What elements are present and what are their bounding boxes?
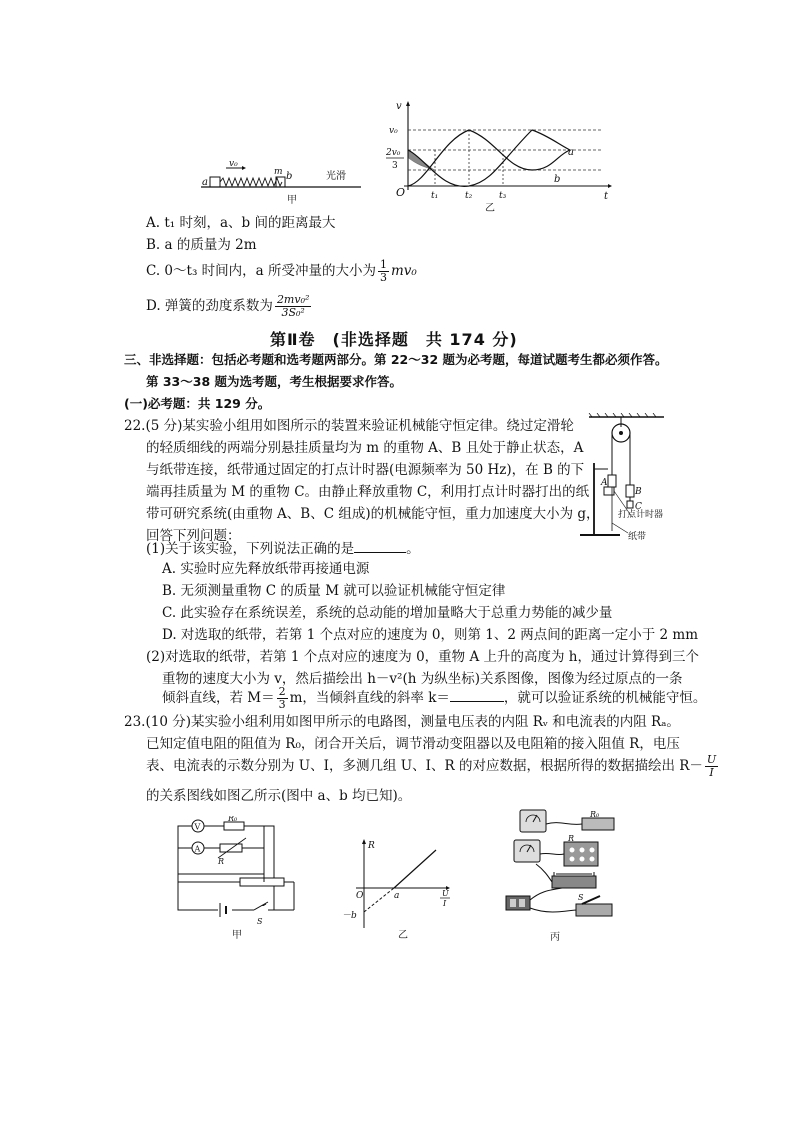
q22-apparatus-figure [574,413,676,541]
svg-text:O: O [396,186,406,199]
q23-line2: 已知定值电阻的阻值为 R₀，闭合开关后，调节滑动变阻器以及电阻箱的接入阻值 R，电压 [146,736,680,752]
required-heading: (一)必考题：共 129 分。 [124,396,271,411]
svg-text:S: S [257,917,263,926]
svg-text:t₂: t₂ [465,191,473,201]
svg-text:a: a [202,177,208,188]
svg-text:t₃: t₃ [499,191,507,201]
svg-text:b: b [554,174,561,185]
fig21-jia [196,155,366,210]
q22-sub2-line1: (2)对选取的纸带，若第 1 个点对应的速度为 0，重物 A 上升的高度为 h，通过计算得到三个 [146,649,699,665]
curve-a [408,130,570,186]
q21-option-c-text: C. 0～t₃ 时间内，a 所受冲量的大小为 [146,263,376,279]
q21-option-b: B. a 的质量为 2m [146,237,257,253]
fig21-yi-graph [382,100,612,212]
q23-graph-yi [336,838,458,942]
q21-option-c: C. 0～t₃ 时间内，a 所受冲量的大小为 $\frac{1}{3}$ mv₀ [146,258,417,284]
q23-line4: 的关系图线如图乙所示(图中 a、b 均已知)。 [146,788,412,804]
q22-line4: 端再挂质量为 M 的重物 C。由静止释放重物 C，利用打点计时器打出的纸 [146,484,590,500]
slope-answer-blank[interactable] [450,687,504,702]
svg-text:B: B [635,487,642,497]
svg-text:t: t [604,191,609,202]
q23-line3: 表、电流表的示数分别为 U、I，多测几组 U、I、R 的对应数据，根据所得的数据描绘出 R－ $\frac{U}{I}$ [146,753,717,779]
svg-text:b: b [286,171,293,182]
q22-sub2-line2: 重物的速度大小为 v，然后描绘出 h－v²(h 为纵坐标)关系图像，图像为经过原点的一条 [162,671,683,687]
svg-text:C: C [635,502,642,512]
section3-line1: 三、非选择题：包括必考题和选考题两部分。第 22～32 题为必考题，每道试题考生都必须作答。 [124,352,668,367]
fraction-one-third: $\frac{1}{3}$ [380,258,387,284]
svg-text:光滑: 光滑 [326,171,346,182]
q22-option-d: D. 对选取的纸带，若第 1 个点对应的速度为 0，则第 1、2 两点间的距离一定小于 2 mm [162,627,699,643]
svg-text:2v₀: 2v₀ [386,148,401,158]
q22-line1: 22.(5 分)某实验小组用如图所示的装置来验证机械能守恒定律。绕过定滑轮 [124,418,574,434]
svg-text:纸带: 纸带 [628,532,647,541]
q22-line2: 的轻质细线的两端分别悬挂质量均为 m 的重物 A、B 且处于静止状态，A [146,440,584,456]
svg-text:A: A [601,478,608,488]
q22-option-b: B. 无须测量重物 C 的质量 M 就可以验证机械能守恒定律 [162,583,506,599]
fraction-u-over-i: $\frac{U}{I}$ [706,753,717,779]
q22-line3: 与纸带连接，纸带通过固定的打点计时器(电源频率为 50 Hz)，在 B 的下 [146,462,585,478]
svg-text:乙: 乙 [485,203,495,212]
svg-text:R: R [568,834,575,843]
svg-text:A: A [194,844,201,854]
svg-text:S: S [578,893,584,902]
q22-option-c: C. 此实验存在系统误差，系统的总动能的增加量略大于总重力势能的减少量 [162,605,613,621]
fraction-two-thirds: $\frac{2}{3}$ [278,685,286,711]
svg-text:－b: －b [342,911,357,921]
svg-text:甲: 甲 [287,195,297,206]
svg-text:I: I [443,899,447,908]
q22-sub2-line3: 倾斜直线，若 M＝ $\frac{2}{3}$ m，当倾斜直线的斜率 k＝ ，就可以验证系统的机械能守恒。 [162,685,707,711]
fraction-stiffness: $\frac{\text{2mv₀²}}{\text{3S₀²}}$ [276,293,310,319]
q22-line6: 回答下列问题： [146,528,241,544]
svg-text:R: R [368,841,375,851]
svg-text:O: O [356,891,364,901]
q22-sub1: (1)关于该实验，下列说法正确的是 。 [146,538,420,558]
svg-text:v: v [396,101,402,112]
section3-line2: 第 33～38 题为选考题，考生根据要求作答。 [146,374,402,389]
answer-blank[interactable] [354,538,406,553]
curve-b [408,130,570,186]
svg-text:a: a [394,891,400,901]
svg-text:R: R [218,857,225,866]
q21-option-d [146,292,313,320]
svg-text:丙: 丙 [550,932,560,943]
svg-text:乙: 乙 [398,930,408,941]
svg-text:V: V [194,822,201,832]
svg-text:v₀: v₀ [229,159,238,169]
part2-title: 第Ⅱ卷 (非选择题 共 174 分) [270,330,518,349]
q22-line5: 带可研究系统(由重物 A、B、C 组成)的机械能守恒，重力加速度大小为 g， [146,506,600,522]
svg-text:3: 3 [392,161,398,171]
svg-text:甲: 甲 [232,930,242,940]
q21-option-d-text: D. 弹簧的劲度系数为 [146,298,273,314]
svg-text:v₀: v₀ [389,126,398,136]
svg-text:打点计时器: 打点计时器 [618,510,664,520]
svg-text:t₁: t₁ [431,191,439,201]
svg-text:a: a [568,147,574,158]
svg-text:U: U [442,889,449,898]
svg-text:m: m [274,167,283,177]
q21-option-a: A. t₁ 时刻，a、b 间的距离最大 [146,215,336,231]
q23-line1: 23.(10 分)某实验小组利用如图甲所示的电路图，测量电压表的内阻 Rᵥ 和电流表的内阻 Rₐ。 [124,714,680,730]
svg-text:R₀: R₀ [590,810,600,819]
svg-text:R₀: R₀ [228,816,238,823]
q23-circuit-jia [168,816,304,940]
q23-apparatus-bing [496,804,624,944]
q22-option-a: A. 实验时应先释放纸带再接通电源 [162,561,370,577]
